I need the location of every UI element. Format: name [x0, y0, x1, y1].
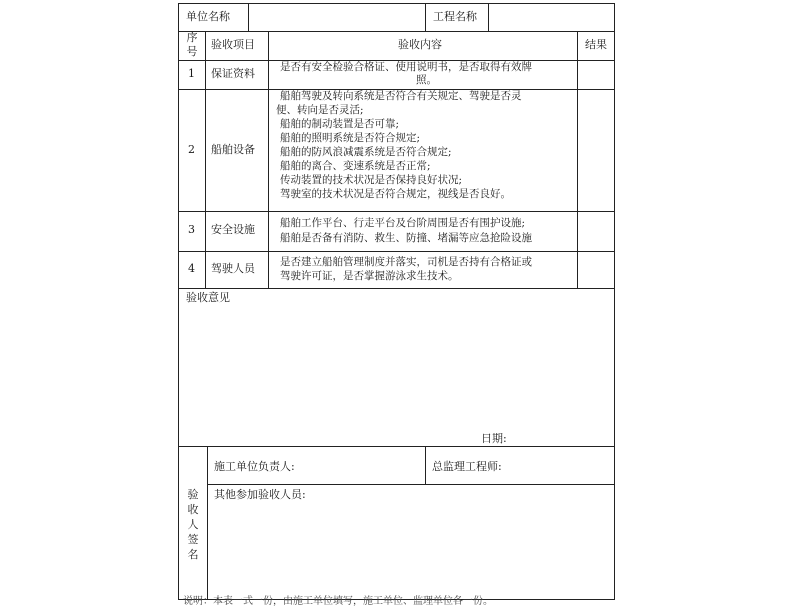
- unit-name-label: 单位名称: [186, 10, 230, 23]
- header-divider: [488, 3, 489, 31]
- signature-divider: [425, 446, 426, 484]
- header-divider: [248, 3, 249, 31]
- table-row-item: 船舶设备: [211, 143, 255, 156]
- table-row-content-line: 传动装置的技术状况是否保持良好状况;: [280, 174, 463, 186]
- table-row-content-line: 驾驶室的技术状况是否符合规定，视线是否良好。: [280, 188, 511, 200]
- opinion-field[interactable]: [186, 310, 606, 425]
- row-divider: [178, 211, 615, 212]
- project-name-label: 工程名称: [433, 10, 477, 23]
- signature-divider: [207, 446, 208, 600]
- table-row-content-line: 照。: [416, 74, 437, 86]
- column-divider: [268, 31, 269, 288]
- table-row-seq: 2: [188, 143, 195, 156]
- signature-side-label: 验收人签名: [187, 488, 199, 561]
- table-row-seq: 3: [188, 223, 195, 236]
- row-divider: [178, 251, 615, 252]
- contractor-manager-label: 施工单位负责人:: [214, 460, 295, 473]
- table-row-content-line: 船舶驾驶及转向系统是否符合有关规定、驾驶是否灵: [280, 90, 522, 102]
- opinion-date-label: 日期:: [481, 432, 507, 445]
- result-column-header: 结果: [585, 38, 607, 51]
- table-row-content-line: 船舶的离合、变速系统是否正常;: [280, 160, 431, 172]
- chief-supervisor-label: 总监理工程师:: [432, 460, 502, 473]
- row-divider: [207, 484, 615, 485]
- table-row-content-line: 船舶的防风浪减震系统是否符合规定;: [280, 146, 452, 158]
- table-row-content-line: 船舶的制动装置是否可靠;: [280, 118, 400, 130]
- table-row-content-line: 是否建立船舶管理制度并落实，司机是否持有合格证或: [280, 256, 532, 268]
- row-divider: [178, 446, 615, 447]
- form-footnote: 说明：本表一式一份，由施工单位填写，施工单位、监理单位各一份。: [183, 596, 493, 607]
- seq-column-header: 序号: [186, 31, 198, 58]
- table-row-content-line: 船舶是否备有消防、救生、防撞、堵漏等应急抢险设施: [280, 232, 532, 244]
- table-row-item: 安全设施: [211, 223, 255, 236]
- table-row-item: 保证资料: [211, 67, 255, 80]
- row-divider: [178, 288, 615, 289]
- row-divider: [178, 31, 615, 32]
- table-row-content-line: 船舶工作平台、行走平台及台阶周围是否有围护设施;: [280, 217, 526, 229]
- table-row-content-line: 船舶的照明系统是否符合规定;: [280, 132, 421, 144]
- table-row-seq: 4: [188, 262, 195, 275]
- column-divider: [577, 31, 578, 288]
- column-divider: [205, 31, 206, 288]
- table-row-content-line: 是否有安全检验合格证、使用说明书，是否取得有效牌: [280, 61, 532, 73]
- content-column-header: 验收内容: [398, 38, 442, 51]
- table-row-content-line: 驾驶许可证，是否掌握游泳求生技术。: [280, 270, 459, 282]
- opinion-label: 验收意见: [186, 291, 230, 304]
- table-row-item: 驾驶人员: [211, 262, 255, 275]
- table-row-content-line: 便、转向是否灵活;: [276, 104, 364, 116]
- item-column-header: 验收项目: [211, 38, 255, 51]
- other-inspectors-field[interactable]: [214, 506, 609, 591]
- table-row-seq: 1: [188, 67, 195, 80]
- other-inspectors-label: 其他参加验收人员:: [214, 488, 306, 501]
- header-divider: [425, 3, 426, 31]
